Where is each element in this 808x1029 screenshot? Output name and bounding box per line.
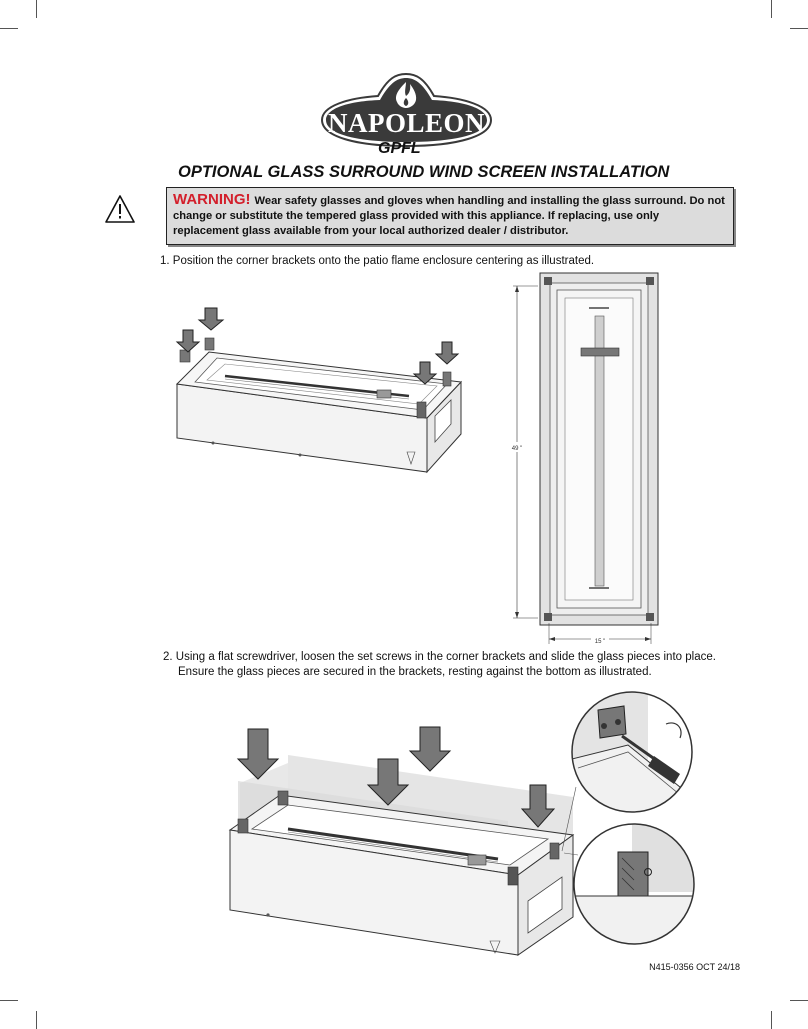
step-number: 1. [160, 255, 170, 267]
warning-box [166, 187, 734, 245]
enclosure-top-view [505, 268, 665, 653]
step-1 [160, 254, 620, 269]
glass-installation-illustration [228, 725, 583, 960]
document-number: N415-0356 OCT 24/18 [649, 962, 740, 972]
crop-mark [36, 0, 37, 18]
crop-mark [790, 1000, 808, 1001]
crop-mark [790, 28, 808, 29]
width-dimension: 15 " [594, 639, 606, 645]
length-dimension: 49 " [511, 446, 523, 452]
step-text: Using a flat screwdriver, loosen the set screws in the corner brackets and slide the glass pieces into place. [175, 651, 716, 663]
crop-mark [771, 1011, 772, 1029]
bracket-screwdriver-detail [568, 690, 696, 814]
glass-bottom-detail [572, 822, 696, 946]
crop-mark [0, 28, 18, 29]
step-text: Position the corner brackets onto the patio flame enclosure centering as illustrated. [172, 255, 595, 267]
crop-mark [0, 1000, 18, 1001]
step-2 [163, 650, 733, 680]
crop-mark [771, 0, 772, 18]
enclosure-bracket-illustration [165, 300, 475, 480]
step-number: 2. [163, 651, 173, 663]
napoleon-logo [318, 72, 495, 148]
model-name: GPFL [378, 140, 421, 157]
warning-triangle-icon [104, 194, 136, 224]
warning-label: WARNING! [173, 191, 251, 208]
brand-name: NAPOLEON [327, 108, 485, 138]
crop-mark [36, 1011, 37, 1029]
page-title: OPTIONAL GLASS SURROUND WIND SCREEN INSTALLATION [178, 163, 670, 181]
warning-text: Wear safety glasses and gloves when handling and installing the glass surround. Do not change or substitute the tempered glass provided with this appliance. If replacing, use only replacement glass available from your local authorized dealer / distributor. [173, 195, 725, 237]
step-text: Ensure the glass pieces are secured in the brackets, resting against the bottom as illustrated. [178, 666, 652, 678]
